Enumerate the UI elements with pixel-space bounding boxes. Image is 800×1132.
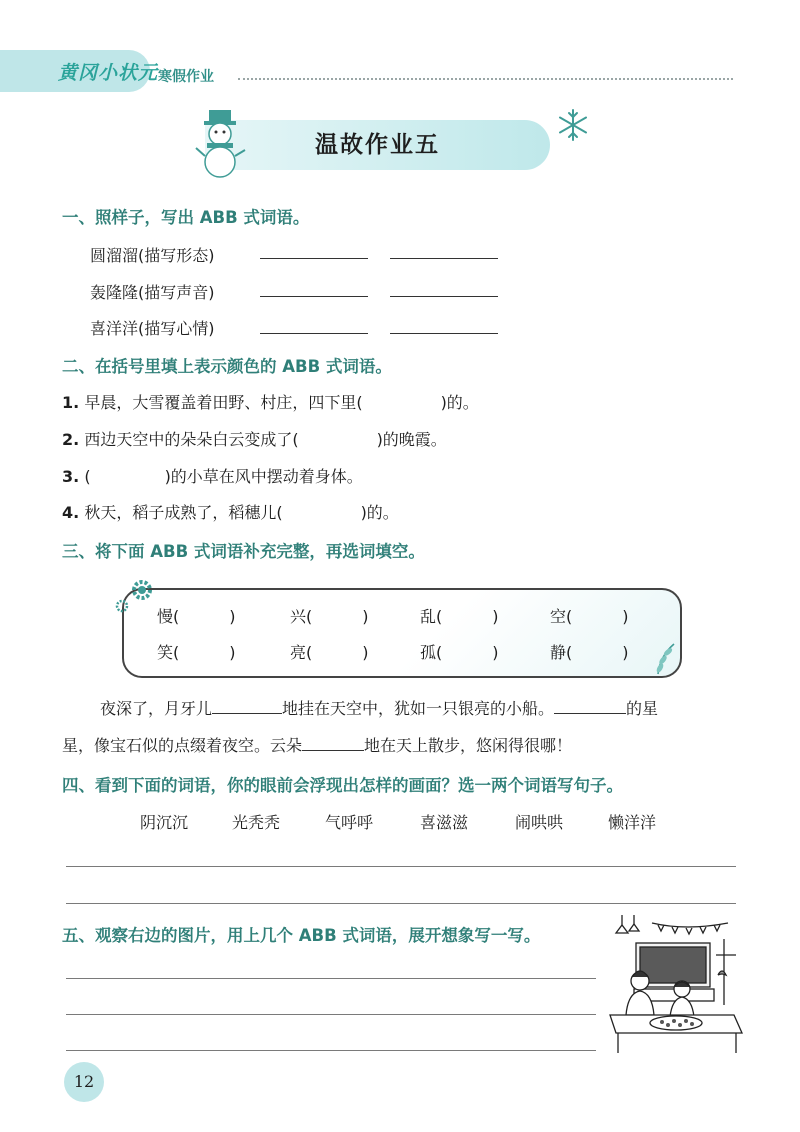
fill-blank[interactable] [212, 699, 282, 714]
question-4: 4. 秋天，稻子成熟了，稻穗儿( )的。 [62, 503, 399, 522]
snowman-icon [195, 108, 247, 180]
fill-blank[interactable] [554, 699, 626, 714]
answer-blank[interactable] [260, 333, 368, 334]
leaf-icon [652, 640, 678, 676]
writing-line[interactable] [66, 903, 736, 904]
writing-line[interactable] [66, 1050, 596, 1051]
word-option: 闹哄哄 [515, 813, 564, 832]
word-item[interactable]: 静( ) [550, 643, 629, 662]
section1-heading: 一、照样子，写出 ABB 式词语。 [62, 208, 310, 227]
word-item[interactable]: 兴( ) [290, 607, 369, 626]
section3-heading: 三、将下面 ABB 式词语补充完整，再选词填空。 [62, 542, 425, 561]
section1-item: 圆溜溜(描写形态) [90, 246, 215, 265]
answer-blank[interactable] [260, 258, 368, 259]
word-option: 气呼呼 [325, 813, 374, 832]
family-dumplings-illustration [606, 915, 744, 1055]
page-number: 12 [64, 1062, 104, 1102]
writing-line[interactable] [66, 1014, 596, 1015]
word-item[interactable]: 亮( ) [290, 643, 369, 662]
writing-line[interactable] [66, 866, 736, 867]
word-option: 阴沉沉 [140, 813, 189, 832]
section4-heading: 四、看到下面的词语，你的眼前会浮现出怎样的画面？选一两个词语写句子。 [62, 776, 623, 795]
snowflake-icon [556, 108, 590, 142]
answer-blank[interactable] [260, 296, 368, 297]
gear-icon [114, 598, 130, 614]
word-option: 懒洋洋 [608, 813, 657, 832]
word-item[interactable]: 空( ) [550, 607, 629, 626]
section1-item: 轰隆隆(描写声音) [90, 283, 215, 302]
word-item[interactable]: 慢( ) [157, 607, 236, 626]
word-item[interactable]: 孤( ) [420, 643, 499, 662]
paragraph-line-2: 星，像宝石似的点缀着夜空。云朵 地在天上散步，悠闲得很哪！ [62, 736, 573, 755]
fill-blank[interactable] [302, 736, 364, 751]
header-divider [238, 78, 733, 80]
writing-line[interactable] [66, 978, 596, 979]
brand-logo: 黄冈小状元 [58, 62, 159, 84]
word-item[interactable]: 笑( ) [157, 643, 236, 662]
word-item[interactable]: 乱( ) [420, 607, 499, 626]
paragraph-line-1: 夜深了，月牙儿 地挂在天空中，犹如一只银亮的小船。 的星 [100, 699, 659, 718]
answer-blank[interactable] [390, 333, 498, 334]
section2-heading: 二、在括号里填上表示颜色的 ABB 式词语。 [62, 357, 392, 376]
word-option: 喜滋滋 [420, 813, 469, 832]
word-box [122, 588, 682, 678]
question-3: 3. ( )的小草在风中摆动着身体。 [62, 467, 363, 486]
word-option: 光秃秃 [232, 813, 281, 832]
answer-blank[interactable] [390, 258, 498, 259]
answer-blank[interactable] [390, 296, 498, 297]
section5-heading: 五、观察右边的图片，用上几个 ABB 式词语，展开想象写一写。 [62, 926, 541, 945]
question-2: 2. 西边天空中的朵朵白云变成了( )的晚霞。 [62, 430, 447, 449]
section1-item: 喜洋洋(描写心情) [90, 319, 215, 338]
gear-icon [128, 576, 156, 604]
question-1: 1. 早晨，大雪覆盖着田野、村庄，四下里( )的。 [62, 393, 479, 412]
header-subtitle: 寒假作业 [158, 69, 214, 85]
page-title: 温故作业五 [315, 132, 440, 158]
